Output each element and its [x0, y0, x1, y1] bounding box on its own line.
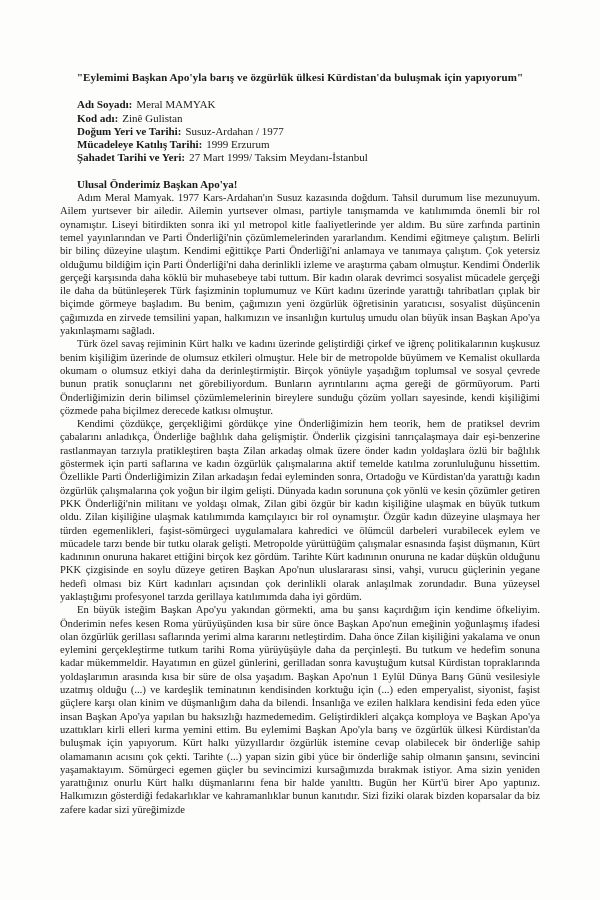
metadata-value: 27 Mart 1999/ Taksim Meydanı-İstanbul: [189, 152, 368, 165]
metadata-row-codename: [77, 113, 540, 126]
paragraph-2: Türk özel savaş rejiminin Kürt halkı ve kadını üzerinde geliştirdiği çirkef ve iğrenç politikalarının kuşkusuz benim kişiliğim üzerinde de olumsuz etkileri olmuştur. Hele bir de metropolde büyümem ve Kemalist okullarda okumam o olumsuz etkiyi daha da derinleştirmiştir. Birçok yönüyle yaşadığım toplumsal ve sosyal çevrede bunun pratik sonuçlarını net görebiliyordum. Bunların ayrıntılarını açma gereği de görmüyorum. Parti Önderliğimizin derin bilimsel çözümlemelerinin bireylere sunduğu çözüm yolları sayesinde, kendi kişiliğimi çözmede paha biçilmez derecede katkısı olmuştur.: [60, 339, 540, 417]
metadata-value: Susuz-Ardahan / 1977: [185, 125, 284, 138]
metadata-value: Meral MAMYAK: [136, 99, 216, 112]
metadata-label: Adı Soyadı:: [77, 99, 133, 112]
metadata-label: Kod adı:: [77, 112, 119, 125]
metadata-label: Doğum Yeri ve Tarihi:: [77, 125, 182, 138]
metadata-row-joined: [77, 139, 540, 152]
metadata-row-martyrdom: [77, 152, 540, 165]
metadata-value: Zinê Gulistan: [122, 112, 183, 125]
paragraph-1: Adım Meral Mamyak. 1977 Kars-Ardahan'ın Susuz kazasında doğdum. Tahsil durumum lise mezunuyum. Ailem yurtsever bir ailedir. Ailemin yurtsever olması, partiyle tanışmamda ve katılımımda önemli bir rol oynamıştır. Liseyi bitirdikten sonra iki yıl metropol kitle faaliyetlerinde yer aldım. Bu süre zarfında partinin temel yayınlarından ve Parti Önderliği'nin çözümlemelerinden yararlandım. Kendimi eğitmeye çalıştım. Belirli bir bilinç düzeyine ulaştım. Kendimi eğittikçe Parti Önderliği'ni anlamaya ve tanımaya çalıştım. Çok yetersiz olduğumu bildiğim için Parti Önderliği'ni daha derinlikli izleme ve araştırma çabam olmuştur. Kendimi Önderlik gerçeği karşısında daha köklü bir muhasebeye tabi tuttum. Bir kadın olarak devrimci sosyalist mücadele gerçeği ile daha da bütünleşerek Türk faşizminin toplumumuz ve Kürt kadını üzerinde yarattığı tahribatları çıplak bir biçimde görmeye başladım. Bu benim, çağımızın yeni özgürlük öğretisinin yaratıcısı, sosyalist düşüncenin çağımızda en zirvede temsilini yapan, halkımızın ve insanlığın kurtuluş umudu olan büyük insan Başkan Apo'ya yakınlaşmamı sağladı.: [60, 193, 540, 338]
metadata-label: Mücadeleye Katılış Tarihi:: [77, 139, 203, 152]
salutation: Ulusal Önderimiz Başkan Apo'ya!: [77, 178, 238, 191]
paragraph-4: En büyük isteğim Başkan Apo'yu yakından görmekti, ama bu şansı kaçırdığım için kendime öfkeliyim. Önderimin nefes kesen Roma yürüyüşünden kısa bir süre önce Başkan Apo'nun emeğinin yoğunlaşmış ifadesi olan özgürlük gerillası saflarında yerimi alma kararını netleştirdim. Daha önce Zilan kişiliğini yakalama ve onun eylemini gerçekleştirme tutkum tarihi Roma yürüyüşüyle daha da perçinleşti. Bu tutkum ve hedefim sonuna kadar mükemmeldir. Hayatımın en güzel günlerini, gerilladan sonra kavuştuğum kutsal Kürdistan topraklarında yoldaşlarımın arasında kısa bir süre de olsa yaşadım. Başkan Apo'nun 1 Eylül Dünya Barış Günü vesilesiyle uzatmış olduğu (...) ve kardeşlik teminatının kendisinden korktuğu için (...) eden emperyalist, siyonist, faşist güçlere karşı olan kinim ve düşmanlığım daha da bilendi. İnsanlığa ve ezilen halklara kendisini feda eden yüce insan Başkan Apo'ya yapılan bu haksızlığı hazmedemedim. Geliştirdikleri alçakça komploya ve Başkan Apo'ya uzattıkları kirli elleri kırma yemini ettim. Bu eylemimi Başkan Apo'yla barış ve özgürlük ülkesi Kürdistan'da buluşmak için yapıyorum. Kürt halkı yüzyıllardır özgürlük istemine cevap olabilecek bir önderliğe sahip olamamanın acısını çok çekti. Tarihte (...) yapan sizin gibi yüce bir önderliğe sahip olmanın şansını, sevincini yaşamaktayım. Sömürgeci egemen güçler bu sevincimizi kursağımızda bırakmak istiyor. Ama sizin yeniden yarattığınız onurlu Kürt halkı düşmanlarını fena bir halde yanılttı. Bugün her Kürt'ü birer Apo yaptınız. Halkımızın gösterdiği fedakarlıklar ve kahramanlıklar bunun kanıtıdır. Sizi fiziki olarak bizden koparsalar da biz zafere kadar sizi yüreğimizde: [60, 605, 540, 816]
paragraph-3: Kendimi çözdükçe, gerçekliğimi gördükçe yine Önderliğimizin hem teorik, hem de pratiksel devrim çabalarını anladıkça, Önderliğe bağlılık daha gelişmiştir. Önderlik çizgisini tanrıçalaşmaya dair eşi-benzerine rastlanmayan tarzıyla pratikleştiren başta Zilan arkadaş olmak üzere önder kadın yoldaşlara özlü bir bağlılık göstermek için parti saflarına ve kadın özgürlük çalışmalarına aktif temelde katılma zorunluluğunu hissettim. Özellikle Parti Önderliğimizin Zilan arkadaşın fedai eyleminden sonra, Ortadoğu ve Kürdistan'da yarattığı kadın özgürlük çalışmalarına çok yoğun bir ilgim gelişti. Dünyada kadın sorununa çok yönlü ve kesin çözümler getiren PKK Önderliği'nin militanı ve yoldaşı olmak, Zilan gibi özgür bir kadın kişiliğine ulaşmak en büyük tutkum oldu. Zilan kişiliğine ulaşmak katılımımda kamçılayıcı bir rol oynamıştır. Özgür kadın düzeyine ulaşmaya her türden egemenlikleri, faşist-sömürgeci uygulamalara kahredici ve ölümcül darbeleri vurabilecek eylem ve mücadele tarzı bende bir tutku olarak gelişti. Metropolde yürüttüğüm çalışmalar esnasında faşist düşmanın, Kürt kadınının onuruna hakaret ettiğini birçok kez gördüm. Tarihte Kürt kadınının onuruna ne kadar düşkün olduğunu PKK çizgisinde en soylu düzeye getiren Başkan Apo'nun uluslararası sinsi, vahşi, vurucu güçlerinin yegane hedefi olması biz Kürt kadınları açısından çok derinlikli olarak anlaşılmak zorundadır. Buna yüzeysel yaklaştığımı profesyonel tarzda gerillaya katılımımda daha iyi gördüm.: [60, 419, 540, 603]
document-title: "Eylemimi Başkan Apo'yla barış ve özgürlük ülkesi Kürdistan'da buluşmak için yapıyorum": [76, 72, 524, 84]
metadata-row-birth: [77, 126, 540, 139]
document-body: [60, 192, 540, 817]
metadata-row-name: [77, 99, 540, 112]
metadata-block: [77, 99, 540, 165]
metadata-value: 1999 Erzurum: [206, 139, 270, 152]
metadata-label: Şahadet Tarihi ve Yeri:: [77, 152, 186, 165]
